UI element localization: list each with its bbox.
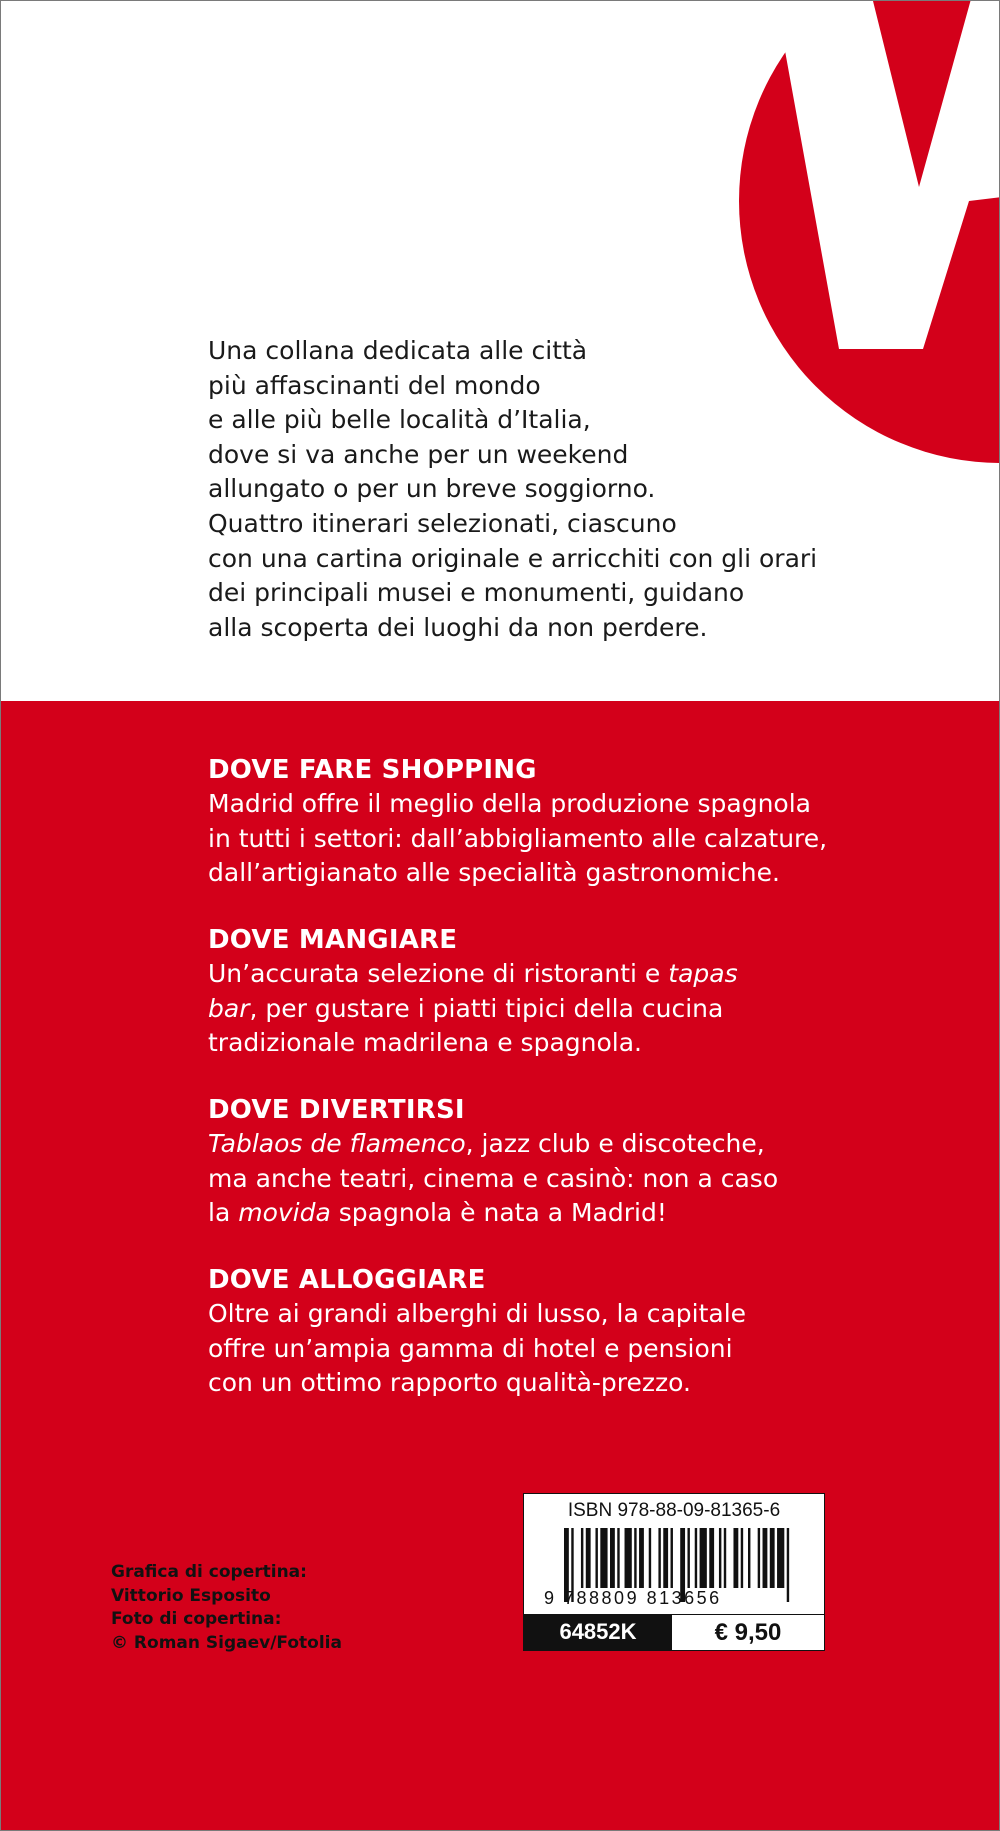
section-line [208,992,968,1027]
barcode-bar [586,1528,591,1588]
barcode-bar [617,1528,619,1588]
intro-line: Una collana dedicata alle città [208,336,588,365]
intro-line: più affascinanti del mondo [208,370,541,400]
barcode-bar [777,1528,784,1588]
section-title: DOVE MANGIARE [208,925,458,955]
barcode-bar [695,1528,697,1588]
section-fun [208,1093,968,1231]
barcode-bar [581,1528,583,1588]
barcode-bar [610,1528,615,1588]
section-line [208,1196,968,1231]
barcode-bar [687,1528,689,1588]
cover-credits [111,1561,342,1655]
intro-line: Quattro itinerari selezionati, ciascuno [208,508,677,538]
italic-run: tapas [668,959,738,988]
section-eating [208,923,968,1061]
barcode-bar [700,1528,707,1588]
barcode-bar [748,1528,750,1588]
section-shopping [208,753,968,891]
intro-line: allungato o per un breve soggiorno. [208,474,656,504]
section-title: DOVE DIVERTIRSI [208,1095,465,1125]
text-run: Un’accurata selezione di ristoranti e [208,959,669,988]
section-title: DOVE ALLOGGIARE [208,1265,486,1295]
intro-line: alla scoperta dei luoghi da non perdere. [208,612,708,642]
barcode-bar [663,1528,668,1588]
barcode-bar [758,1528,760,1588]
barcode-bar [763,1528,768,1588]
section-line: tradizionale madrilena e spagnola. [208,1028,642,1058]
barcode-bar [724,1528,726,1588]
barcode-bar [671,1528,673,1588]
intro-paragraph [208,334,928,645]
credit-line: Vittorio Esposito [111,1585,271,1606]
section-line: Madrid offre il meglio della produzione spagnola [208,789,811,818]
isbn-label: ISBN 978-88-09-81365-6 [567,1500,781,1521]
section-line: ma anche teatri, cinema e casinò: non a caso [208,1163,779,1193]
product-code: 64852K [524,1614,672,1650]
barcode-bar [719,1528,721,1588]
italic-run: movida [238,1198,331,1228]
barcode-bar [741,1528,743,1588]
barcode-bar [600,1528,607,1588]
section-line: offre un’ampia gamma di hotel e pensioni [208,1333,733,1363]
credit-line: Grafica di copertina: [111,1562,307,1582]
barcode-bar [639,1528,644,1588]
section-line: in tutti i settori: dall’abbigliamento alle calzature, [208,823,828,853]
text-run: la [208,1198,239,1228]
credit-line: Foto di copertina: [111,1609,282,1629]
section-line [208,1127,968,1162]
section-line: dall’artigianato alle specialità gastronomiche. [208,858,780,888]
section-title: DOVE FARE SHOPPING [208,755,537,785]
barcode-bar [625,1528,632,1588]
section-line: con un ottimo rapporto qualità-prezzo. [208,1368,691,1398]
section-line [208,957,968,992]
text-run: , per gustare i piatti tipici della cucina [249,993,724,1023]
barcode-box [523,1493,825,1651]
intro-line: dove si va anche per un weekend [208,439,629,469]
price-label: € 9,50 [672,1614,824,1650]
barcode-bar [770,1528,775,1588]
section-line: Oltre ai grandi alberghi di lusso, la capitale [208,1299,747,1328]
text-run: spagnola è nata a Madrid! [330,1198,667,1228]
barcode-bar [634,1528,636,1588]
credit-line: © Roman Sigaev/Fotolia [111,1632,342,1653]
barcode-bar [595,1528,597,1588]
italic-run: Tablaos de flamenco [208,1129,466,1158]
intro-line: e alle più belle località d’Italia, [208,405,591,435]
barcode-bar [649,1528,651,1588]
barcode-bar [658,1528,660,1588]
intro-line: dei principali musei e monumenti, guidano [208,578,745,608]
italic-run: bar [208,993,250,1023]
intro-line: con una cartina originale e arricchiti con gli orari [208,543,818,573]
text-run: , jazz club e discoteche, [465,1129,765,1158]
barcode-bar [733,1528,738,1588]
barcode-bar [709,1528,714,1588]
barcode-digits: 9 788809 813656 [544,1588,722,1608]
section-lodging [208,1263,968,1401]
